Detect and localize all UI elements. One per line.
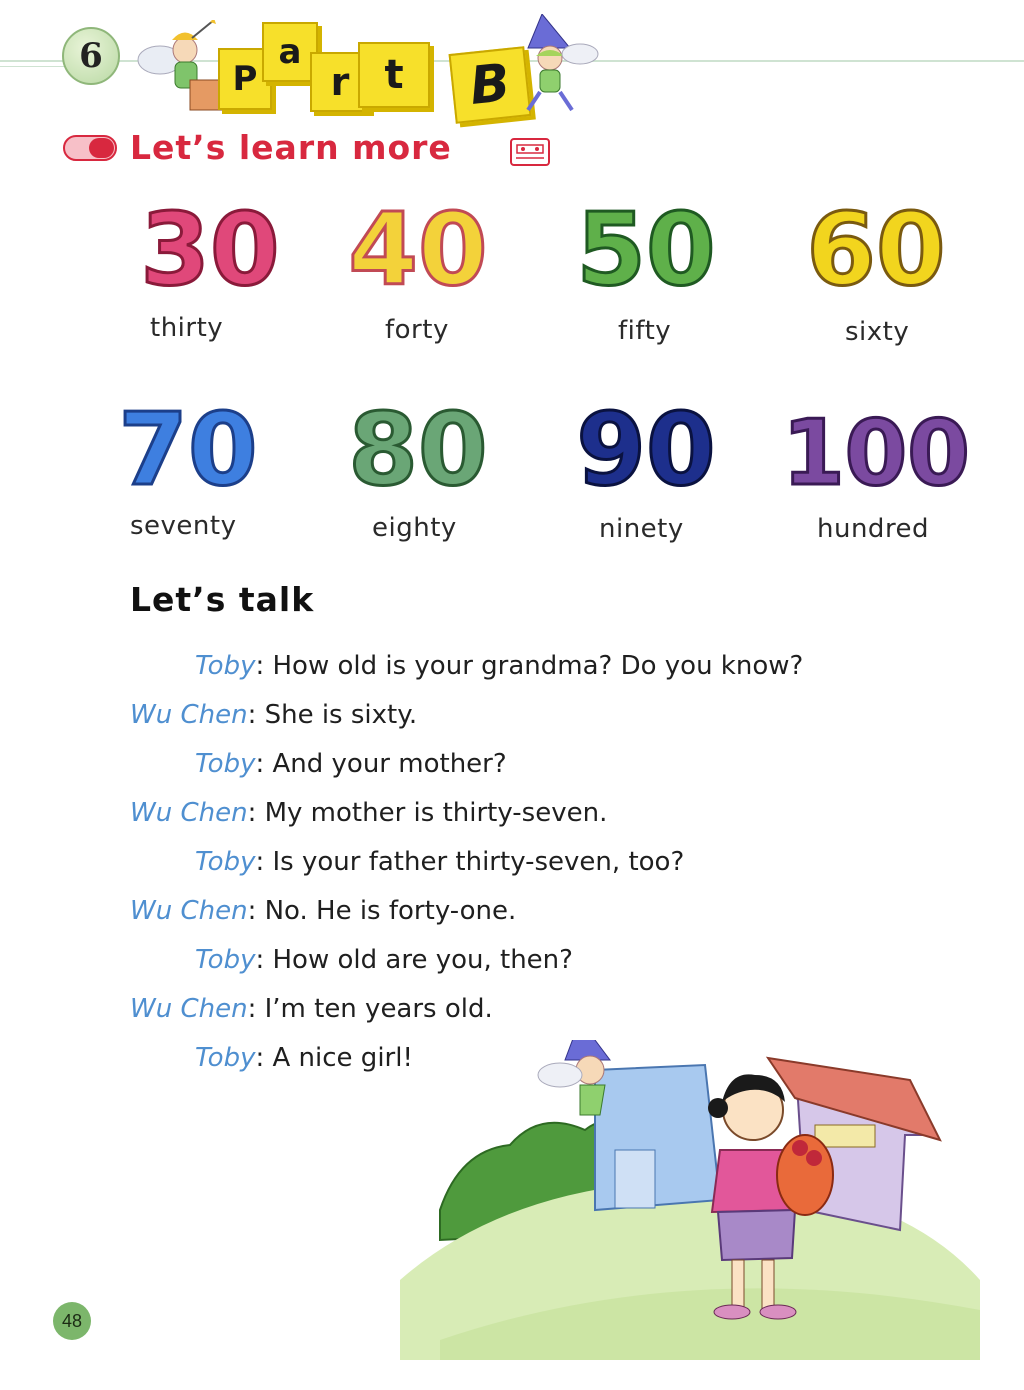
number-word-seventy: seventy xyxy=(130,511,237,541)
number-figure-30 xyxy=(100,192,320,302)
svg-text:30: 30 xyxy=(140,192,280,302)
part-block-a: a xyxy=(262,22,318,82)
talk-section-title: Let’s talk xyxy=(130,580,315,619)
number-figure-100 xyxy=(766,392,986,502)
number-figure-80 xyxy=(308,392,528,502)
dialog-line: Toby: And your mother? xyxy=(195,749,507,779)
dialog-text: And your mother? xyxy=(272,749,507,779)
dialog-text: Is your father thirty-seven, too? xyxy=(272,847,685,877)
number-card-40 xyxy=(308,192,528,306)
part-block-b: B xyxy=(449,46,532,124)
dialog-text: My mother is thirty-seven. xyxy=(264,798,608,828)
number-card-100 xyxy=(766,392,986,506)
number-card-90 xyxy=(536,392,756,506)
dialog-text: How old is your grandma? Do you know? xyxy=(272,651,804,681)
dialog-speaker: Wu Chen xyxy=(130,700,248,730)
number-figure-70 xyxy=(78,392,298,502)
dialog-line: Wu Chen: I’m ten years old. xyxy=(130,994,493,1024)
dialog-text: How old are you, then? xyxy=(272,945,573,975)
dialog-speaker: Wu Chen xyxy=(130,798,248,828)
svg-text:60: 60 xyxy=(806,192,946,302)
svg-text:80: 80 xyxy=(348,392,488,502)
svg-text:90: 90 xyxy=(576,392,716,502)
number-figure-90 xyxy=(536,392,756,502)
dialog-line: Toby: A nice girl! xyxy=(195,1043,413,1073)
number-word-eighty: eighty xyxy=(372,513,457,543)
dialog-text: She is sixty. xyxy=(264,700,418,730)
number-card-70 xyxy=(78,392,298,506)
dialog-line: Toby: How old are you, then? xyxy=(195,945,573,975)
number-card-80 xyxy=(308,392,528,506)
svg-text:100: 100 xyxy=(782,401,970,502)
part-block-t: t xyxy=(358,42,430,108)
dialog-line: Wu Chen: She is sixty. xyxy=(130,700,418,730)
number-word-forty: forty xyxy=(385,315,449,345)
number-card-60 xyxy=(766,192,986,306)
cassette-tape-icon xyxy=(510,138,550,166)
page-number-badge: 48 xyxy=(53,1302,91,1340)
dialog-text: A nice girl! xyxy=(272,1043,413,1073)
dialog-line: Wu Chen: No. He is forty-one. xyxy=(130,896,517,926)
number-word-ninety: ninety xyxy=(599,514,684,544)
number-word-fifty: fifty xyxy=(618,316,672,346)
svg-text:40: 40 xyxy=(348,192,488,302)
section-pill-icon xyxy=(63,135,117,161)
part-block-r: r xyxy=(310,52,370,112)
number-word-sixty: sixty xyxy=(845,317,910,347)
fairy-left-icon xyxy=(130,20,230,120)
dialog-speaker: Toby xyxy=(195,847,256,877)
dialog-speaker: Toby xyxy=(195,945,256,975)
svg-text:50: 50 xyxy=(576,192,716,302)
dialog-speaker: Wu Chen xyxy=(130,994,248,1024)
learn-section-title: Let’s learn more xyxy=(130,128,452,167)
dialog-speaker: Toby xyxy=(195,749,256,779)
number-card-30 xyxy=(100,192,320,306)
fairy-right-icon xyxy=(500,14,600,114)
dialog-text: I’m ten years old. xyxy=(264,994,493,1024)
dialog-speaker: Toby xyxy=(195,1043,256,1073)
svg-text:70: 70 xyxy=(118,392,258,502)
dialog-text: No. He is forty-one. xyxy=(264,896,517,926)
number-word-thirty: thirty xyxy=(150,313,224,343)
unit-number-badge: 6 xyxy=(62,27,120,85)
dialog-line: Toby: How old is your grandma? Do you know? xyxy=(195,651,804,681)
dialog-line: Toby: Is your father thirty-seven, too? xyxy=(195,847,685,877)
part-block-p: P xyxy=(218,48,272,110)
dialog-speaker: Toby xyxy=(195,651,256,681)
dialog-speaker: Wu Chen xyxy=(130,896,248,926)
number-card-50 xyxy=(536,192,756,306)
girl-with-flowers-illustration xyxy=(400,1040,990,1360)
number-figure-40 xyxy=(308,192,528,302)
dialog-line: Wu Chen: My mother is thirty-seven. xyxy=(130,798,608,828)
number-figure-50 xyxy=(536,192,756,302)
number-figure-60 xyxy=(766,192,986,302)
number-word-hundred: hundred xyxy=(817,514,930,544)
